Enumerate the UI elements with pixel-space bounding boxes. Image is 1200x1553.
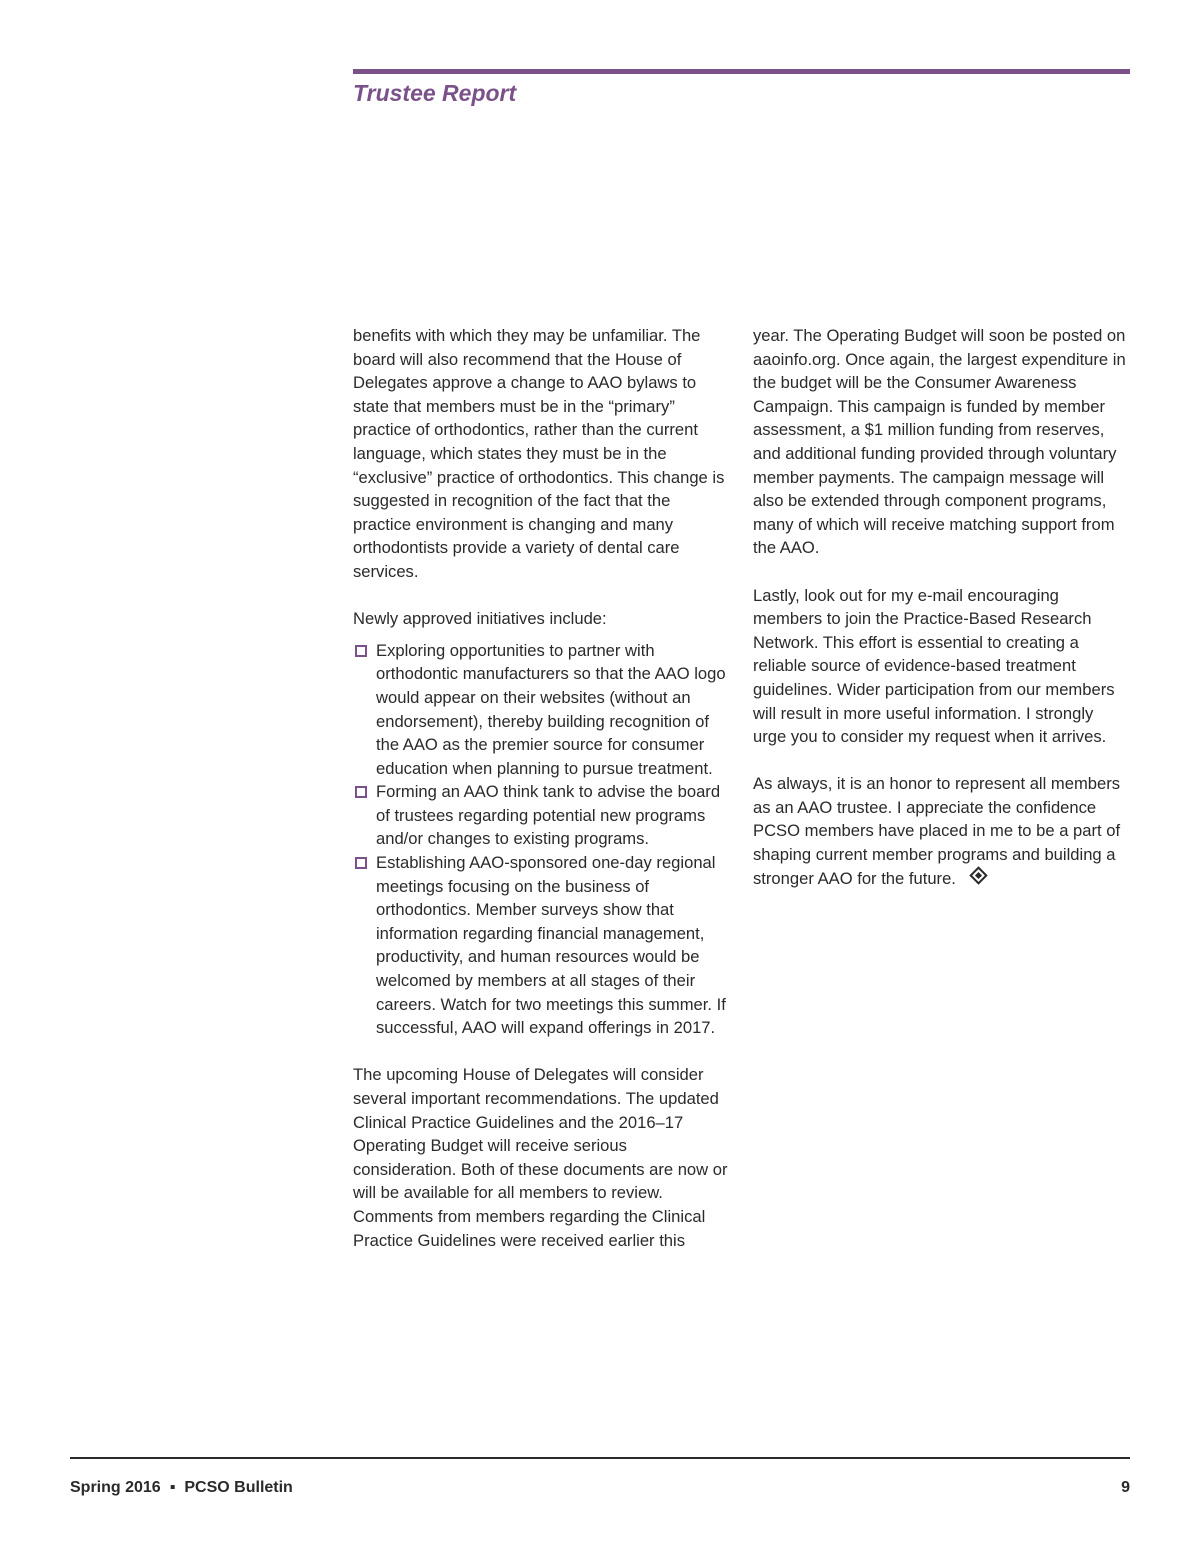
right-paragraph-3 — [753, 772, 1131, 890]
footer-separator: ▪ — [169, 1479, 176, 1496]
square-bullet-icon — [355, 786, 367, 798]
right-column — [753, 324, 1131, 890]
footer-issue-line — [70, 1479, 293, 1497]
closing-text: As always, it is an honor to represent all members as an AAO trustee. I appreciate the confidence PCSO members have placed in me to be a part of shaping current member programs and building a stronger AAO for the future. — [753, 774, 1121, 888]
footer-rule — [70, 1457, 1130, 1459]
square-bullet-icon — [355, 857, 367, 869]
left-column — [353, 324, 731, 1252]
header-rule — [353, 69, 1130, 74]
list-item-text: Establishing AAO-sponsored one-day regional meetings focusing on the business of orthodontics. Member surveys show that information regarding financial management, productivity, and human resources would be welcomed by members at all stages of their careers. Watch for two meetings this summer. If successful, AAO will expand offerings in 2017. — [376, 853, 726, 1038]
right-paragraph-2: Lastly, look out for my e-mail encouraging members to join the Practice-Based Research Network. This effort is essential to creating a reliable source of evidence-based treatment guidelines. Wider participation from our members will result in more useful information. I strongly urge you to consider my request when it arrives. — [753, 585, 1115, 747]
left-paragraph-2: The upcoming House of Delegates will consider several important recommendations. The updated Clinical Practice Guidelines and the 2016–17 Operating Budget will receive serious consideration. Both of these documents are now or will be available for all members to review. Comments from members regarding the Clinical Practice Guidelines were received earlier this — [353, 1065, 728, 1250]
diamond-end-icon — [969, 866, 987, 884]
footer-publication: PCSO Bulletin — [184, 1479, 293, 1496]
square-bullet-icon — [355, 645, 367, 657]
list-item — [353, 639, 731, 781]
list-item — [353, 780, 731, 851]
footer-issue: Spring 2016 — [70, 1479, 161, 1496]
initiatives-list — [353, 639, 731, 1040]
page-number: 9 — [1121, 1479, 1130, 1496]
initiatives-intro: Newly approved initiatives include: — [353, 609, 607, 629]
list-item-text: Exploring opportunities to partner with orthodontic manufacturers so that the AAO logo would appear on their websites (without an endorsement), thereby building recognition of the AAO as the premier source for consumer education when planning to pursue treatment. — [376, 640, 726, 778]
left-paragraph-1: benefits with which they may be unfamiliar. The board will also recommend that the House of Delegates approve a change to AAO bylaws to state that members must be in the “primary” practice of orthodontics, rather than the current language, which states they must be in the “exclusive” practice of orthodontics. This change is suggested in recognition of the fact that the practice environment is changing and many orthodontists provide a variety of dental care services. — [353, 326, 725, 581]
right-paragraph-1: year. The Operating Budget will soon be posted on aaoinfo.org. Once again, the largest expenditure in the budget will be the Consumer Awareness Campaign. This campaign is funded by member assessment, a $1 million funding from reserves, and additional funding provided through voluntary member payments. The campaign message will also be extended through component programs, many of which will receive matching support from the AAO. — [753, 326, 1126, 558]
section-title: Trustee Report — [353, 80, 517, 106]
list-item-text: Forming an AAO think tank to advise the board of trustees regarding potential new programs and/or changes to existing programs. — [376, 782, 721, 849]
list-item — [353, 851, 731, 1040]
